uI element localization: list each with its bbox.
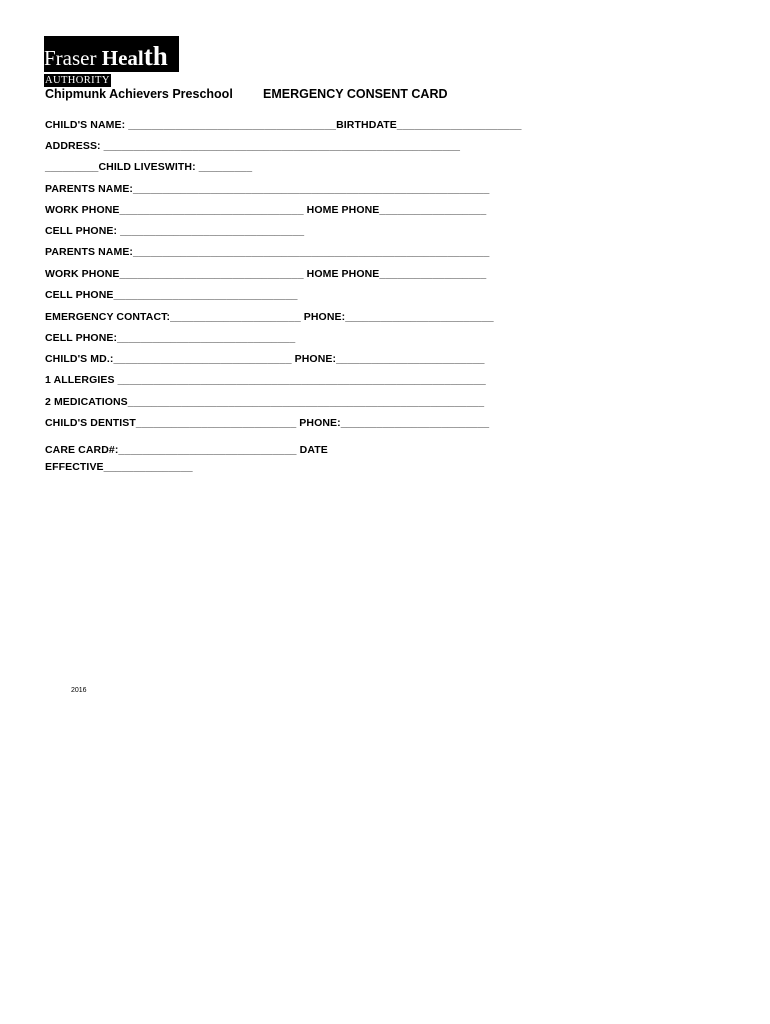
- field-parents-name-1: PARENTS NAME:____________________________________________________________: [45, 183, 490, 195]
- form-title: EMERGENCY CONSENT CARD: [263, 87, 448, 101]
- field-work-home-phone-2: WORK PHONE_______________________________ HOME PHONE__________________: [45, 268, 487, 280]
- field-cell-phone-2: CELL PHONE_______________________________: [45, 289, 298, 301]
- field-cell-phone-1: CELL PHONE: _______________________________: [45, 225, 305, 237]
- fraser-health-logo: [44, 36, 184, 88]
- field-childs-dentist: CHILD'S DENTIST___________________________ PHONE:_________________________: [45, 417, 490, 429]
- footer-year: 2016: [71, 687, 87, 694]
- school-name: Chipmunk Achievers Preschool: [45, 87, 233, 101]
- field-child-lives-with: _________CHILD LIVESWITH: _________: [45, 161, 253, 173]
- logo-wordmark: [44, 36, 179, 72]
- field-address: ADDRESS: ____________________________________________________________: [45, 140, 461, 152]
- field-work-home-phone-1: WORK PHONE_______________________________ HOME PHONE__________________: [45, 204, 487, 216]
- field-childs-md: CHILD'S MD.:______________________________ PHONE:_________________________: [45, 353, 485, 365]
- logo-word-fraser: Fraser: [44, 46, 97, 70]
- field-childs-name-birthdate: CHILD'S NAME: ___________________________________BIRTHDATE_____________________: [45, 119, 522, 131]
- field-allergies: 1 ALLERGIES ______________________________________________________________: [45, 374, 486, 386]
- field-emergency-contact: EMERGENCY CONTACT:______________________ PHONE:_________________________: [45, 311, 494, 323]
- field-parents-name-2: PARENTS NAME:____________________________________________________________: [45, 246, 490, 258]
- field-care-card-date: CARE CARD#:______________________________ DATE: [45, 444, 328, 456]
- field-medications: 2 MEDICATIONS____________________________________________________________: [45, 396, 485, 408]
- field-effective: EFFECTIVE_______________: [45, 461, 193, 473]
- logo-word-health: Heal: [101, 46, 144, 70]
- logo-word-health-end: th: [143, 41, 168, 71]
- field-emergency-cell-phone: CELL PHONE:______________________________: [45, 332, 296, 344]
- logo-authority: AUTHORITY: [45, 75, 110, 86]
